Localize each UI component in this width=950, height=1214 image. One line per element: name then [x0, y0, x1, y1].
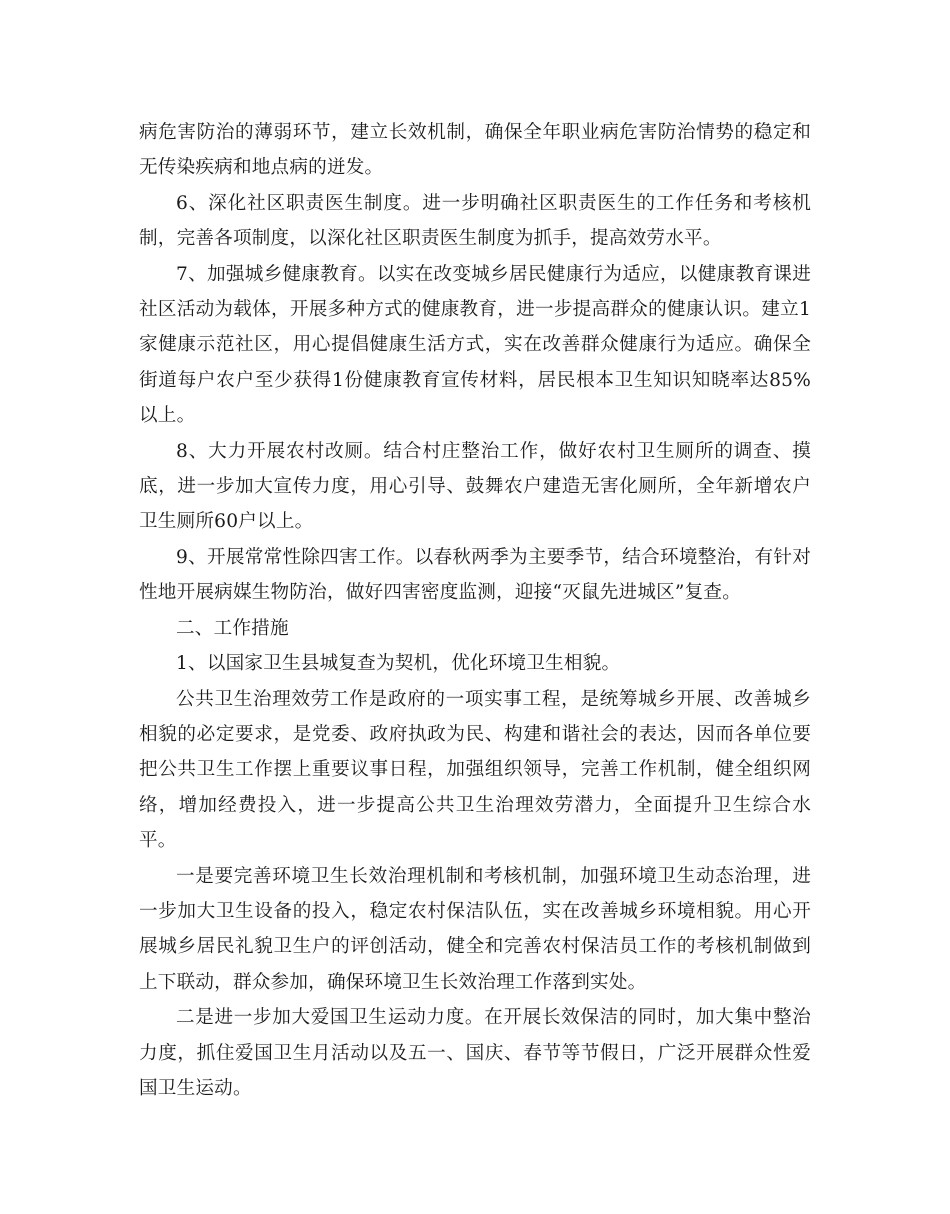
- section-heading: 二、工作措施: [176, 617, 289, 639]
- paragraph-measure-two: 二是进一步加大爱国卫生运动力度。在开展长效保洁的同时，加大集中整治力度，抓住爱国卫生月活动以及五一、国庆、春节等节假日，广泛开展群众性爱国卫生运动。: [139, 1007, 811, 1099]
- document-body: [139, 115, 811, 1106]
- paragraph-item-9: 9、开展常常性除四害工作。以春秋两季为主要季节，结合环境整治，有针对性地开展病媒生物防治，做好四害密度监测，迎接“灭鼠先进城区”复查。: [139, 546, 811, 604]
- measure-heading-1: 1、以国家卫生县城复查为契机，优化环境卫生相貌。: [176, 653, 621, 675]
- paragraph-public-health: 公共卫生治理效劳工作是政府的一项实事工程，是统筹城乡开展、改善城乡相貌的必定要求，是党委、政府执政为民、构建和谐社会的表达，因而各单位要把公共卫生工作摆上重要议事日程，加强组织领导，完善工作机制，健全组织网络，增加经费投入，进一步提高公共卫生治理效劳潜力，全面提升卫生综合水平。: [139, 688, 811, 852]
- paragraph-item-6: 6、深化社区职责医生制度。进一步明确社区职责医生的工作任务和考核机制，完善各项制度，以深化社区职责医生制度为抓手，提高效劳水平。: [139, 192, 811, 250]
- paragraph-item-7: 7、加强城乡健康教育。以实在改变城乡居民健康行为适应，以健康教育课进社区活动为载体，开展多种方式的健康教育，进一步提高群众的健康认识。建立1家健康示范社区，用心提倡健康生活方式，实在改善群众健康行为适应。确保全街道每户农户至少获得1份健康教育宣传材料，居民根本卫生知识知晓率达85%以上。: [139, 263, 811, 427]
- paragraph-continuation: 病危害防治的薄弱环节，建立长效机制，确保全年职业病危害防治情势的稳定和无传染疾病和地点病的迸发。: [139, 122, 811, 179]
- paragraph-measure-one: 一是要完善环境卫生长效治理机制和考核机制，加强环境卫生动态治理，进一步加大卫生设备的投入，稳定农村保洁队伍，实在改善城乡环境相貌。用心开展城乡居民礼貌卫生户的评创活动，健全和完善农村保洁员工作的考核机制做到上下联动，群众参加，确保环境卫生长效治理工作落到实处。: [139, 865, 811, 993]
- paragraph-item-8: 8、大力开展农村改厕。结合村庄整治工作，做好农村卫生厕所的调查、摸底，进一步加大宣传力度，用心引导、鼓舞农户建造无害化厕所，全年新增农户卫生厕所60户以上。: [139, 440, 811, 533]
